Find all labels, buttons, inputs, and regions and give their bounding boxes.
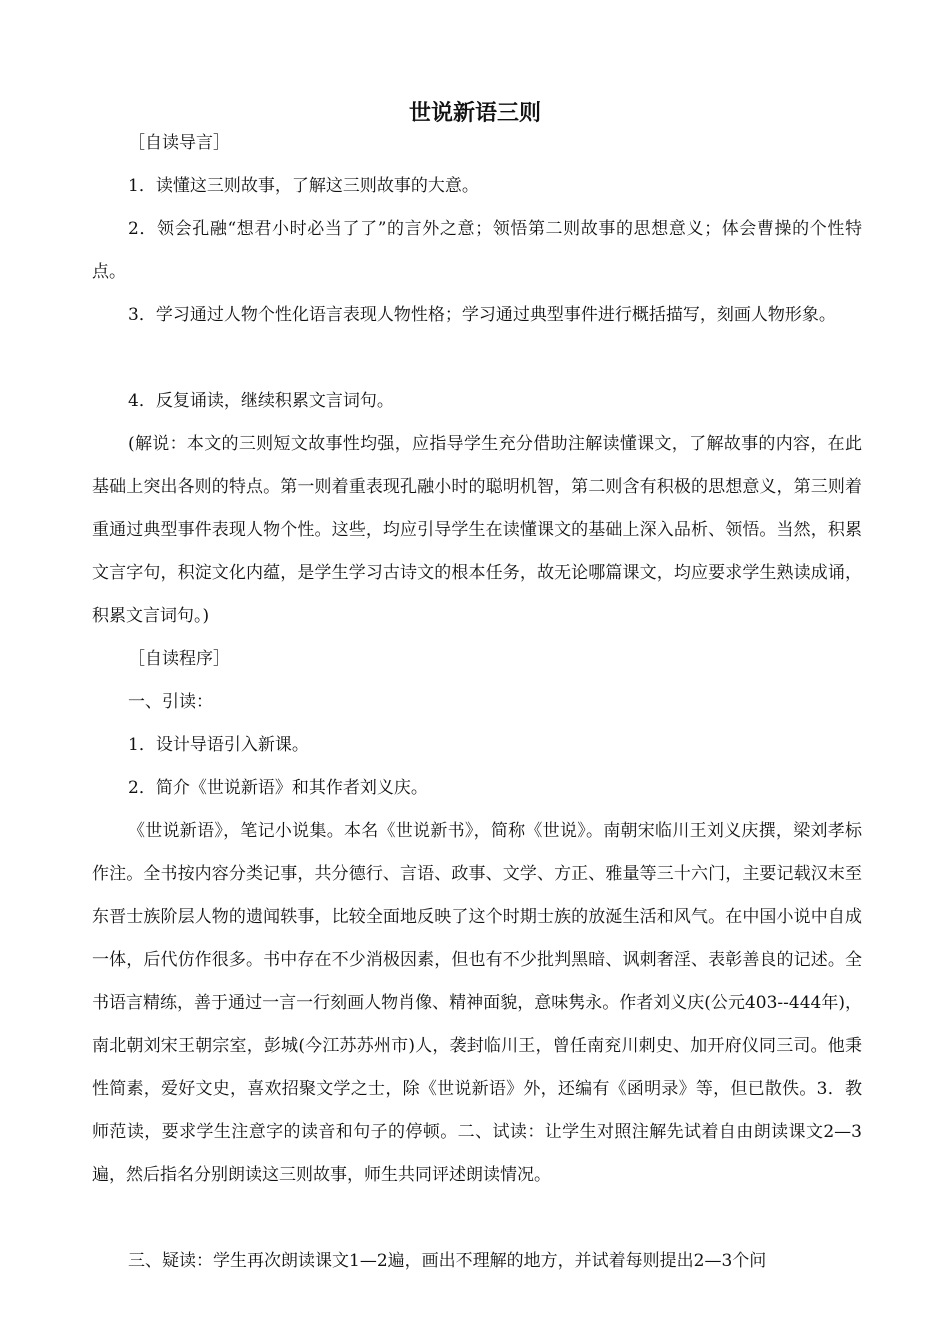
goal-item-2: 2．领会孔融“想君小时必当了了”的言外之意；领悟第二则故事的思想意义；体会曹操的个性特点。	[92, 219, 862, 282]
goal-item-3: 3．学习通过人物个性化语言表现人物性格；学习通过典型事件进行概括描写，刻画人物形象。	[128, 305, 836, 325]
section-heading-intro: ［自读导言］	[128, 133, 230, 153]
section-heading-procedure: ［自读程序］	[128, 649, 230, 669]
step-item-1-2: 2．简介《世说新语》和其作者刘义庆。	[128, 778, 428, 798]
step-heading-1: 一、引读：	[128, 692, 213, 712]
step-heading-3: 三、疑读：学生再次朗读课文1—2遍，画出不理解的地方，并试着每则提出2—3个问	[128, 1251, 767, 1271]
page-title: 世说新语三则	[408, 101, 541, 126]
explanation-paragraph: (解说：本文的三则短文故事性均强，应指导学生充分借助注解读懂课文，了解故事的内容，在此基础上突出各则的特点。第一则着重表现孔融小时的聪明机智，第二则含有积极的思想意义，第三则着重通过典型事件表现人物个性。这些，均应引导学生在读懂课文的基础上深入品析、领悟。当然，积累文言字句，积淀文化内蕴，是学生学习古诗文的根本任务，故无论哪篇课文，均应要求学生熟读成诵，积累文言词句。)	[92, 434, 862, 626]
step-item-1-1: 1．设计导语引入新课。	[128, 735, 309, 755]
intro-paragraph: 《世说新语》，笔记小说集。本名《世说新书》，简称《世说》。南朝宋临川王刘义庆撰，梁刘孝标作注。全书按内容分类记事，共分德行、言语、政事、文学、方正、雅量等三十六门，主要记载汉末至东晋士族阶层人物的遗闻轶事，比较全面地反映了这个时期士族的放涎生活和风气。在中国小说中自成一体，后代仿作很多。书中存在不少消极因素，但也有不少批判黑暗、讽刺奢淫、表彰善良的记述。全书语言精练，善于通过一言一行刻画人物肖像、精神面貌，意味隽永。作者刘义庆(公元403--444年)，南北朝刘宋王朝宗室，彭城(今江苏苏州市)人，袭封临川王，曾任南兖川刺史、加开府仪同三司。他秉性简素，爱好文史，喜欢招聚文学之士，除《世说新语》外，还编有《函明录》等，但已散佚。3．教师范读，要求学生注意字的读音和句子的停顿。二、试读：让学生对照注解先试着自由朗读课文2—3遍，然后指名分别朗读这三则故事，师生共同评述朗读情况。	[92, 821, 862, 1185]
goal-item-1: 1．读懂这三则故事，了解这三则故事的大意。	[128, 176, 479, 196]
goal-item-4: 4．反复诵读，继续积累文言词句。	[128, 391, 394, 411]
